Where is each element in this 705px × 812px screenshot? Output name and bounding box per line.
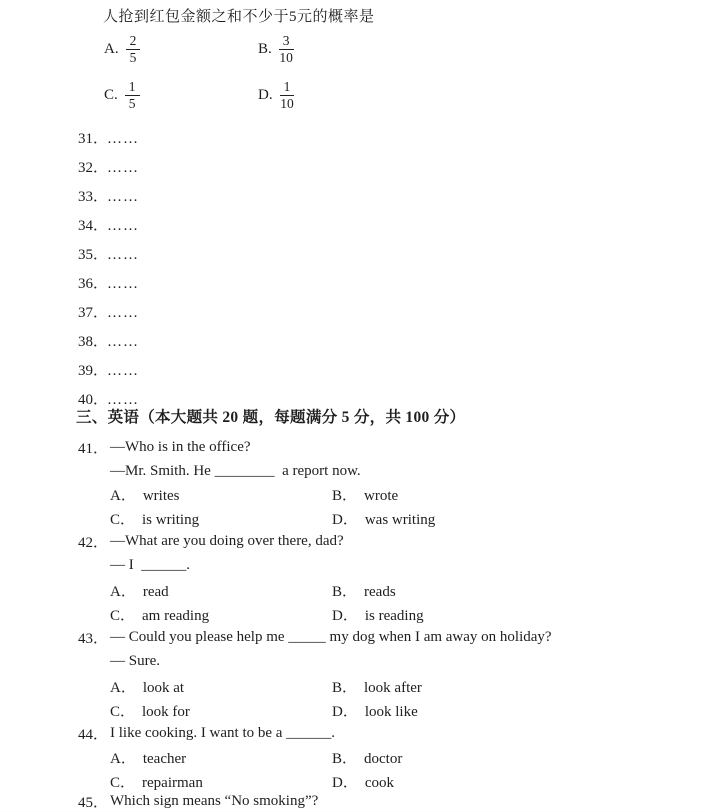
fraction-denominator: 10 <box>280 96 294 111</box>
question-42-option-c <box>110 604 209 625</box>
option-label: B． <box>332 751 358 767</box>
item-dots: …… <box>107 305 139 321</box>
fraction-numerator: 1 <box>125 80 140 96</box>
option-text: read <box>142 584 169 600</box>
option-text: reads <box>364 584 396 600</box>
fraction-denominator: 5 <box>128 96 136 111</box>
option-label: A． <box>110 488 136 504</box>
list-item-37 <box>78 301 139 322</box>
option-label: B． <box>332 584 358 600</box>
item-number: 38． <box>78 334 109 350</box>
option-label: B. <box>258 41 272 57</box>
question-41-option-a <box>110 484 180 505</box>
item-dots: …… <box>107 189 139 205</box>
question-43-line2: — Sure. <box>110 653 160 669</box>
item-dots: …… <box>107 363 139 379</box>
option-label: C． <box>110 775 136 791</box>
item-number: 31． <box>78 131 109 147</box>
question-41-option-c <box>110 508 199 529</box>
question-45-number: 45． <box>78 795 109 811</box>
item-dots: …… <box>107 334 139 350</box>
option-label: B． <box>332 680 358 696</box>
fraction <box>125 80 140 111</box>
math-option-a <box>104 34 140 65</box>
item-number: 36． <box>78 276 109 292</box>
list-item-35 <box>78 243 139 264</box>
option-label: C． <box>110 704 136 720</box>
question-43-option-a <box>110 676 184 697</box>
option-text: look after <box>364 680 422 696</box>
option-text: repairman <box>142 775 203 791</box>
question-43-number: 43． <box>78 631 109 647</box>
item-dots: …… <box>107 392 139 408</box>
question-43-option-b <box>332 676 422 697</box>
question-41-line1: —Who is in the office? <box>110 439 251 455</box>
option-label: B． <box>332 488 358 504</box>
item-dots: …… <box>107 131 139 147</box>
item-dots: …… <box>107 276 139 292</box>
option-text: look for <box>142 704 190 720</box>
item-number: 40． <box>78 392 109 408</box>
fraction-numerator: 2 <box>126 34 141 50</box>
question-41-option-b <box>332 484 398 505</box>
question-42-line1: —What are you doing over there, dad? <box>110 533 344 549</box>
option-label: A. <box>104 41 119 57</box>
question-43-line1: — Could you please help me _____ my dog when I am away on holiday? <box>110 629 552 645</box>
item-number: 34． <box>78 218 109 234</box>
question-44-number: 44． <box>78 727 109 743</box>
option-text: am reading <box>142 608 210 624</box>
fraction-numerator: 3 <box>279 34 294 50</box>
fraction <box>280 80 295 111</box>
fraction <box>126 34 141 65</box>
option-label: C． <box>110 512 136 528</box>
question-43-option-d <box>332 700 418 721</box>
item-dots: …… <box>107 160 139 176</box>
question-45-line1: Which sign means “No smoking”? <box>110 793 319 809</box>
list-item-36 <box>78 272 139 293</box>
question-44-line1: I like cooking. I want to be a ______. <box>110 725 335 741</box>
option-label: A． <box>110 584 136 600</box>
question-42-option-d <box>332 604 424 625</box>
fraction <box>279 34 294 65</box>
option-text: look like <box>364 704 418 720</box>
math-option-c <box>104 80 140 111</box>
question-42-option-b <box>332 580 396 601</box>
fraction-numerator: 1 <box>280 80 295 96</box>
list-item-34 <box>78 214 139 235</box>
item-number: 33． <box>78 189 109 205</box>
math-option-b <box>258 34 294 65</box>
option-text: writes <box>142 488 180 504</box>
question-41-number: 41． <box>78 441 109 457</box>
question-44-option-c <box>110 771 203 792</box>
item-dots: …… <box>107 218 139 234</box>
question-44-option-d <box>332 771 394 792</box>
question-42-option-a <box>110 580 169 601</box>
question-44-option-a <box>110 747 186 768</box>
fraction-denominator: 5 <box>129 50 137 65</box>
item-dots: …… <box>107 247 139 263</box>
item-number: 39． <box>78 363 109 379</box>
option-label: D. <box>258 87 273 103</box>
option-text: look at <box>142 680 185 696</box>
option-label: A． <box>110 680 136 696</box>
option-text: teacher <box>142 751 187 767</box>
list-item-38 <box>78 330 139 351</box>
option-text: doctor <box>364 751 403 767</box>
option-text: cook <box>364 775 395 791</box>
list-item-32 <box>78 156 139 177</box>
question-42-line2: — I ______. <box>110 557 190 573</box>
question-43-option-c <box>110 700 190 721</box>
option-label: D． <box>332 608 358 624</box>
list-item-33 <box>78 185 139 206</box>
fraction-denominator: 10 <box>279 50 293 65</box>
option-text: is writing <box>142 512 200 528</box>
option-label: D． <box>332 775 358 791</box>
math-question-stem: 人抢到红包金额之和不少于5元的概率是 <box>103 9 375 25</box>
option-text: is reading <box>364 608 424 624</box>
item-number: 37． <box>78 305 109 321</box>
option-label: D． <box>332 704 358 720</box>
option-text: was writing <box>364 512 436 528</box>
question-41-option-d <box>332 508 435 529</box>
item-number: 35． <box>78 247 109 263</box>
list-item-31 <box>78 127 139 148</box>
math-option-d <box>258 80 294 111</box>
section-header-english: 三、英语（本大题共 20 题，每题满分 5 分，共 100 分） <box>76 409 466 426</box>
option-label: D． <box>332 512 358 528</box>
option-label: A． <box>110 751 136 767</box>
question-44-option-b <box>332 747 402 768</box>
option-label: C. <box>104 87 118 103</box>
question-41-line2: —Mr. Smith. He ________ a report now. <box>110 463 361 479</box>
question-42-number: 42． <box>78 535 109 551</box>
item-number: 32． <box>78 160 109 176</box>
option-label: C． <box>110 608 136 624</box>
option-text: wrote <box>364 488 399 504</box>
list-item-39 <box>78 359 139 380</box>
list-item-40 <box>78 388 139 409</box>
